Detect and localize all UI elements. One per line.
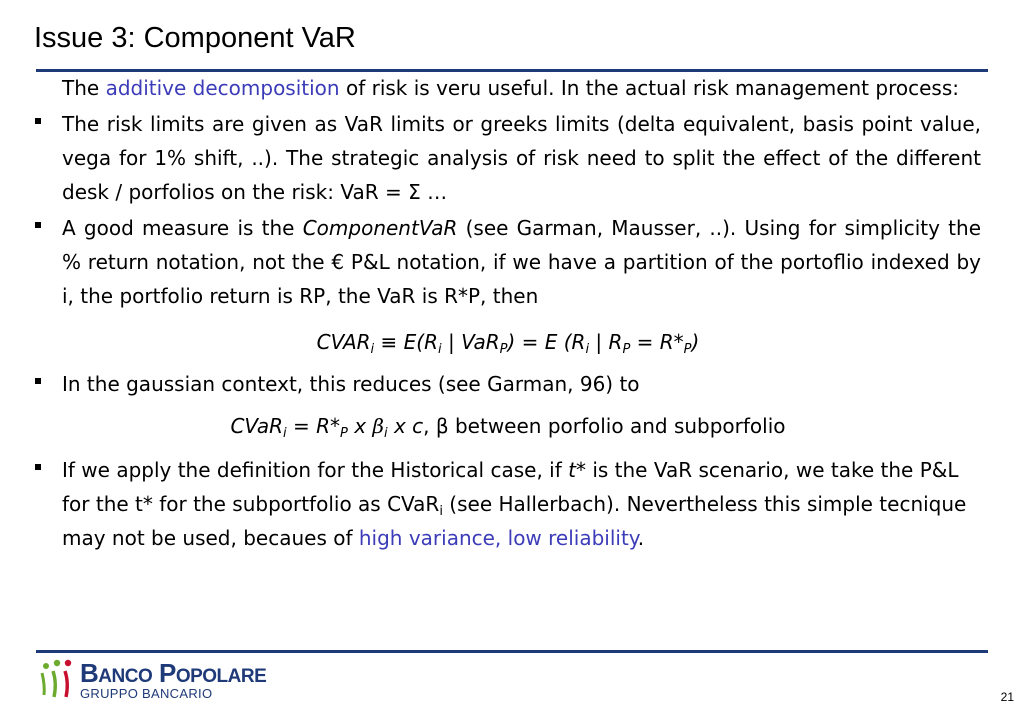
- bullet-cv-text-1: A good measure is the: [62, 216, 303, 240]
- square-bullet-icon: [35, 378, 41, 384]
- bullet-component-var: [35, 211, 981, 313]
- slide-title: Issue 3: Component VaR: [34, 22, 356, 54]
- square-bullet-icon: [35, 118, 41, 124]
- banco-popolare-logo: [40, 657, 310, 701]
- intro-text-1: The: [62, 76, 106, 100]
- banco-popolare-emblem-icon: [40, 659, 76, 699]
- intro-paragraph: [35, 71, 981, 105]
- bullet-gaussian-text: In the gaussian context, this reduces (see Garman, 96) to: [62, 372, 640, 396]
- bullet-historical: If we apply the definition for the Historical case, if t* is the VaR scenario, we take the P&L for the t* for the subportfolio as CVaR$_i$ (see Hallerbach). Nevertheless this simple tecnique may not be used, becaues of high variance, low reliability.: [35, 453, 981, 555]
- bullet-cv-text-2: (see Garman, Mausser, ..). Using for simplicity the % return notation, not the € P&L notation, if we have a partition of the portoflio indexed by i, the portfolio return is RP, the VaR is R*P, then: [62, 216, 981, 308]
- bullet-risk-limits-text: The risk limits are given as VaR limits or greeks limits (delta equivalent, basis point value, vega for 1% shift, ..). The strategic analysis of risk need to split the effect of the different desk / porfolios on the risk: VaR = Σ …: [62, 112, 981, 204]
- square-bullet-icon: [35, 222, 41, 228]
- component-var-term: ComponentVaR: [302, 216, 458, 240]
- additive-decomposition-highlight: additive decomposition: [105, 76, 340, 100]
- logo-wordmark: BANCO POPOLARE: [80, 658, 267, 688]
- footer-divider: [36, 650, 988, 653]
- square-bullet-icon: [35, 464, 41, 470]
- cvar-definition-formula: $CVAR_i \equiv E(R_i$ | VaR$_P$) = E ($R_i$ | $R_P = R*_P$): [316, 330, 700, 357]
- logo-subtitle: GRUPPO BANCARIO: [80, 686, 213, 701]
- intro-text-2: of risk is veru useful. In the actual risk management process:: [339, 76, 959, 100]
- high-variance-highlight: high variance, low reliability: [358, 526, 638, 550]
- gaussian-cvar-formula: CVaR$_i$ = $R*_P$ x $\beta_i$ x c, β between porfolio and subporfolio: [230, 414, 786, 441]
- slide-body: [35, 71, 981, 555]
- bullet-risk-limits: [35, 107, 981, 209]
- bullet-gaussian: [35, 367, 981, 401]
- page-number: 21: [1000, 690, 1014, 704]
